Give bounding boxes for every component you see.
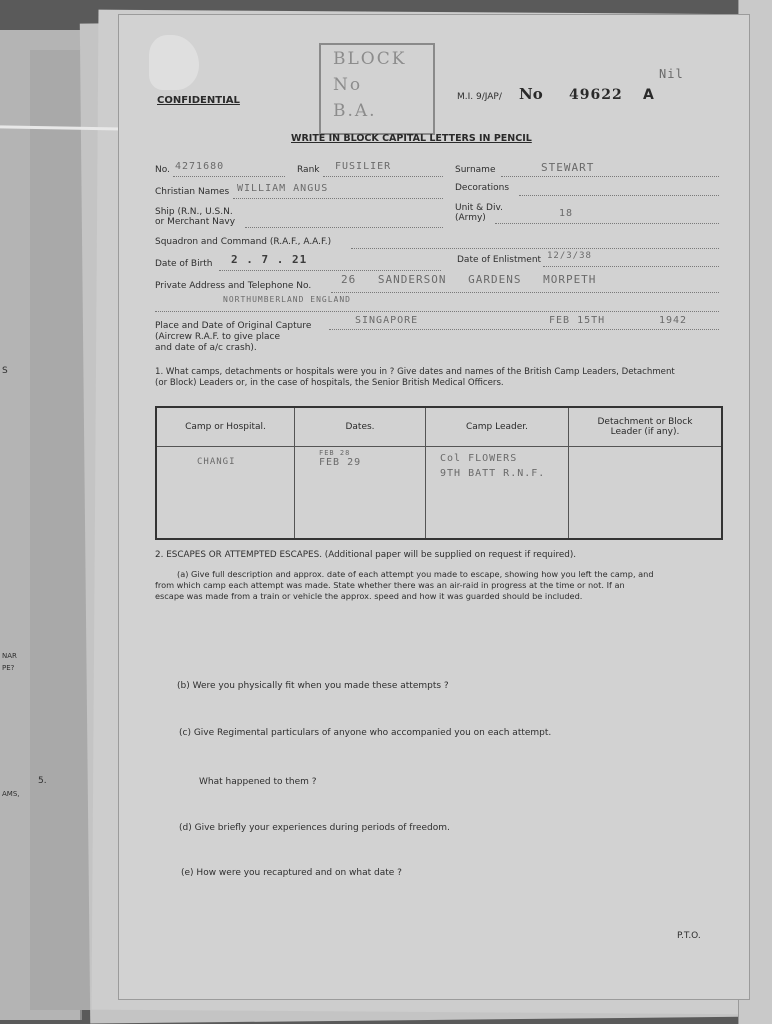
form-suffix: A [643,87,654,103]
dates-value-2: FEB 29 [319,457,362,468]
capture-date-value: FEB 15TH [549,315,606,326]
ship-label-2: or Merchant Navy [155,217,236,227]
left-page-fragment: PE? [2,664,15,672]
service-number-value: 4271680 [175,161,225,172]
section1-question-2: (or Block) Leaders or, in the case of hospitals, the Senior British Medical Officers. [155,378,504,388]
surname-value: STEWART [541,161,595,174]
section1-question: 1. What camps, detachments or hospitals were you in ? Give dates and names of the British Camp Leaders, Detachment [155,367,675,377]
col-dates: Dates. [295,407,426,447]
stamp-text-ba: B.A. [333,101,377,121]
torn-corner [149,35,199,90]
capture-label-2: (Aircrew R.A.F. to give place [155,332,281,342]
no-label: No. [155,165,170,175]
address-value: 26 SANDERSON GARDENS MORPETH [341,273,597,286]
left-page-fragment: 5. [38,776,47,786]
left-page-fragment: S [2,366,8,376]
unit-value: 18 [559,208,574,219]
form-code: M.I. 9/JAP/ [457,92,502,102]
section2-question-b: (b) Were you physically fit when you made these attempts ? [177,681,449,691]
stamp-text-no: No [333,75,363,95]
stamp-text-block: BLOCK [333,49,407,69]
capture-year-value: 1942 [659,315,688,326]
rank-label: Rank [297,165,320,175]
squadron-label: Squadron and Command (R.A.F., A.A.F.) [155,237,332,247]
camp-leader-value-2: 9TH BATT R.N.F. [440,468,546,479]
form-page [118,14,750,1000]
section2-heading: 2. ESCAPES OR ATTEMPTED ESCAPES. (Additional paper will be supplied on request if required). [155,550,577,560]
surname-label: Surname [455,165,496,175]
instruction-heading: WRITE IN BLOCK CAPITAL LETTERS IN PENCIL [291,133,532,144]
enlistment-label: Date of Enlistment [457,255,542,265]
section2-question-c-2: What happened to them ? [199,777,317,787]
section2-question-c: (c) Give Regimental particulars of anyone who accompanied you on each attempt. [179,728,552,738]
unit-label: Unit & Div. [455,203,503,213]
section2-question-a: (a) Give full description and approx. date of each attempt you made to escape, showing how you left the camp, and [177,569,654,579]
rank-value: FUSILIER [335,161,392,172]
capture-label-3: and date of a/c crash). [155,343,257,353]
section2-question-d: (d) Give briefly your experiences during periods of freedom. [179,823,450,833]
ship-label: Ship (R.N., U.S.N. [155,207,233,217]
decorations-label: Decorations [455,183,510,193]
form-number: 49622 [569,87,623,103]
dob-label: Date of Birth [155,259,213,269]
camps-table-header [156,407,722,447]
section2-question-a-3: escape was made from a train or vehicle the approx. speed and how it was guarded should be included. [155,591,583,601]
section2-question-a-2: from which camp each attempt was made. State whether there was an air-raid in progress at the time or not. If an [155,580,625,590]
dates-value: FEB 28 [319,449,351,457]
left-page-fragment: AMS, [2,790,20,798]
detachment-leader-value [569,447,723,540]
capture-label: Place and Date of Original Capture [155,321,312,331]
left-page-fragment: NAR [2,652,17,660]
pto-label: P.T.O. [677,931,701,941]
number-label: No [519,85,543,103]
address-label: Private Address and Telephone No. [155,281,312,291]
col-camp-or-hospital: Camp or Hospital. [156,407,295,447]
camp-value: CHANGI [197,457,236,467]
dob-value: 2 . 7 . 21 [231,253,308,266]
corner-note: Nil [659,67,684,81]
christian-names-label: Christian Names [155,187,230,197]
camp-leader-value: Col FLOWERS [440,453,518,464]
enlistment-value: 12/3/38 [547,251,592,261]
christian-names-value: WILLIAM ANGUS [237,183,329,194]
capture-place-value: SINGAPORE [355,315,419,326]
unit-label-2: (Army) [455,213,486,223]
section2-question-e: (e) How were you recaptured and on what date ? [181,868,402,878]
col-camp-leader: Camp Leader. [426,407,569,447]
table-row [156,447,722,540]
confidential-label: CONFIDENTIAL [157,95,240,106]
col-detachment-leader: Detachment or Block Leader (if any). [569,407,723,447]
camps-table [155,406,723,540]
block-stamp [319,43,435,135]
address-value-2: NORTHUMBERLAND ENGLAND [223,295,351,304]
